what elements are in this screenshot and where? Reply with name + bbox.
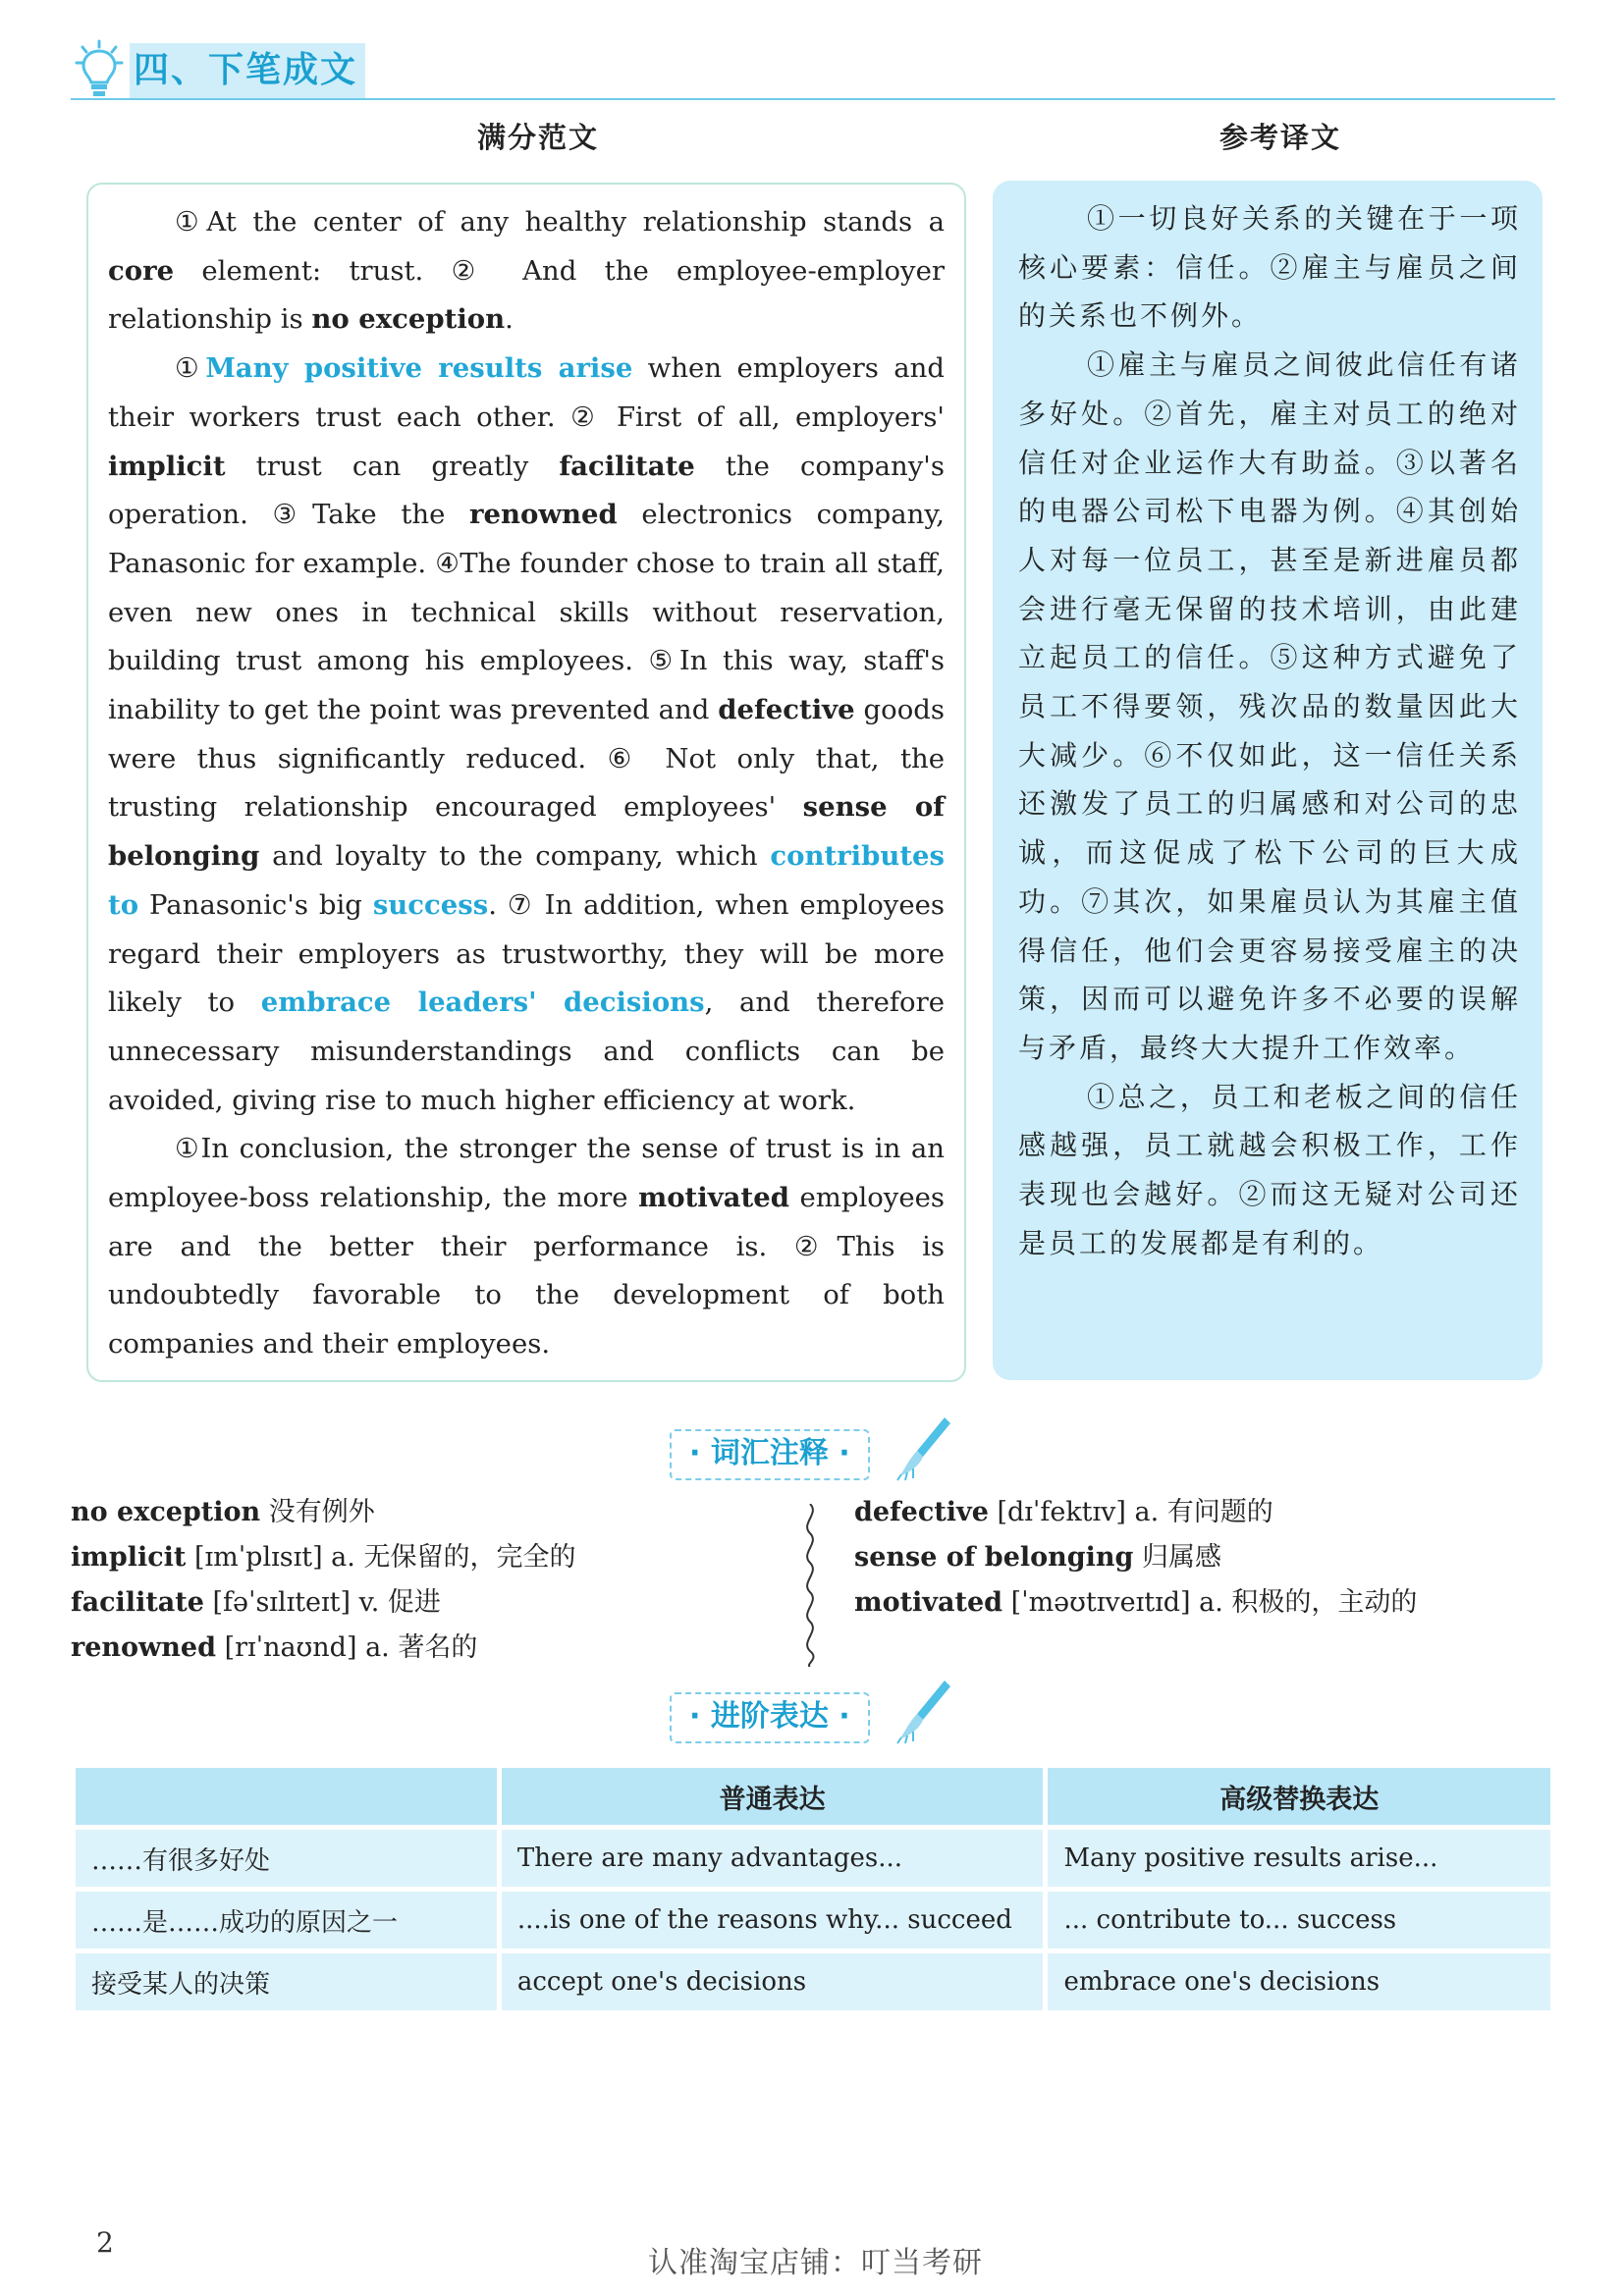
essay-text-run: electronics company, Panasonic for example. ④The founder chose to train all staff, even new ones in technical skills without reservation, building trust among his employees. ⑤In this way, staff's inability to get the point was prevented and: [108, 499, 945, 726]
vocab-definition: 归属感: [1133, 1542, 1222, 1573]
vocab-definition: [ɪmˈplɪsɪt] a. 无保留的，完全的: [186, 1542, 576, 1573]
translation-heading: 参考译文: [1219, 121, 1342, 154]
vocab-item: [854, 1580, 1417, 1626]
vocab-word: renowned: [71, 1632, 216, 1663]
translation-paragraph-3: ①总之，员工和老板之间的信任感越强，员工就越会积极工作，工作表现也会越好。②而这无疑对公司还是员工的发展都是有利的。: [1018, 1080, 1521, 1259]
wavy-divider: [795, 1504, 825, 1667]
essay-text-run: Panasonic's big: [138, 888, 373, 921]
vocab-word: motivated: [854, 1587, 1003, 1618]
translation-panel: [993, 181, 1543, 1380]
brush-icon: [895, 1414, 954, 1482]
keyword-core: core: [108, 254, 175, 287]
table-cell: ....is one of the reasons why... succeed: [502, 1892, 1044, 1949]
essay-text-run: employees are and the better their performance is. ②This is undoubtedly favorable to the development of both companies and their employees.: [108, 1182, 946, 1361]
vocab-definition: 没有例外: [260, 1497, 375, 1527]
table-cell: ……有很多好处: [76, 1830, 497, 1887]
essay-panel: [86, 183, 966, 1382]
vocab-word: defective: [854, 1497, 989, 1527]
vocab-word: no exception: [71, 1497, 261, 1527]
essay-text-run: trust can greatly: [225, 450, 560, 482]
vocab-item: [71, 1490, 575, 1535]
lightbulb-icon: [75, 39, 124, 100]
vocab-word: facilitate: [71, 1587, 204, 1618]
vocab-item: [854, 1490, 1417, 1535]
essay-paragraph-1: [108, 198, 945, 345]
vocab-item: [71, 1626, 575, 1671]
essay-text-run: . ⑦ In addition, when employees regard their employers as trustworthy, they will be more likely to: [108, 888, 945, 1019]
vocab-list-right: [854, 1490, 1417, 1626]
vocab-definition: [ˈməʊtɪveɪtɪd] a. 积极的，主动的: [1002, 1587, 1418, 1618]
table-row: [76, 1953, 1550, 2010]
table-cell: ……是……成功的原因之一: [76, 1892, 497, 1949]
translation-paragraph-1: ①一切良好关系的关键在于一项核心要素：信任。②雇主与雇员之间的关系也不例外。: [1018, 202, 1521, 333]
keyword-implicit: implicit: [108, 450, 226, 482]
table-cell: embrace one's decisions: [1048, 1953, 1550, 2010]
essay-text-run: when employers and their workers trust each other. ② First of all, employers': [108, 352, 946, 433]
highlight-many-positive-results: Many positive results arise: [205, 352, 633, 385]
essay-text-run: , and therefore unnecessary misunderstandings and conflicts can be avoided, giving rise to much higher efficiency at work.: [108, 987, 945, 1116]
essay-paragraph-2: [108, 345, 945, 1125]
essay-text-run: the company's operation. ③Take the: [108, 450, 945, 531]
table-row: [76, 1830, 1550, 1887]
table-header-cell: [76, 1768, 497, 1825]
essay-text-run: ①In conclusion, the stronger the sense of trust is in an employee-boss relationship, the more: [108, 1133, 945, 1214]
expressions-table: [71, 1763, 1555, 2015]
essay-text: [108, 198, 945, 1369]
footer-text: 认准淘宝店铺：叮当考研: [648, 2246, 983, 2280]
table-cell: ... contribute to... success: [1048, 1892, 1550, 1949]
keyword-defective: defective: [718, 694, 855, 726]
essay-heading: 满分范文: [477, 121, 600, 154]
essay-text-run: ①At the center of any healthy relationship stands a: [175, 206, 945, 238]
keyword-renowned: renowned: [469, 499, 618, 531]
vocab-definition: [rɪˈnaʊnd] a. 著名的: [215, 1632, 478, 1663]
table-header-cell: 普通表达: [502, 1768, 1044, 1825]
header-divider: [71, 98, 1555, 100]
vocab-item: [71, 1580, 575, 1626]
table-cell: Many positive results arise...: [1048, 1830, 1550, 1887]
keyword-motivated: motivated: [638, 1182, 789, 1214]
translation-paragraph-2: ①雇主与雇员之间彼此信任有诸多好处。②首先，雇主对员工的绝对信任对企业运作大有助益。③以著名的电器公司松下电器为例。④其创始人对每一位员工，甚至是新进雇员都会进行毫无保留的技术培训，由此建立起员工的信任。⑤这种方式避免了员工不得要领，残次品的数量因此大大减少。⑥不仅如此，这一信任关系还激发了员工的归属感和对公司的忠诚，而这促成了松下公司的巨大成功。⑦其次，如果雇员认为其雇主值得信任，他们会更容易接受雇主的决策，因而可以避免许多不必要的误解与矛盾，最终大大提升工作效率。: [1018, 348, 1521, 1064]
translation-text: [1018, 194, 1521, 1267]
vocab-list-left: [71, 1490, 575, 1671]
table-cell: 接受某人的决策: [76, 1953, 497, 2010]
essay-text-run: ①: [175, 352, 206, 385]
page-number: 2: [96, 2226, 114, 2259]
vocab-definition: [dɪˈfektɪv] a. 有问题的: [988, 1497, 1273, 1527]
keyword-no-exception: no exception: [311, 303, 506, 336]
highlight-embrace-decisions: embrace leaders' decisions: [260, 987, 705, 1019]
brush-icon: [895, 1677, 954, 1745]
essay-text-run: and loyalty to the company, which: [259, 840, 771, 873]
vocab-item: [71, 1535, 575, 1580]
essay-paragraph-3: [108, 1125, 945, 1369]
table-cell: accept one's decisions: [502, 1953, 1044, 2010]
table-header-row: [76, 1768, 1550, 1825]
essay-text-run: element: trust. ② And the employee-employer relationship is: [108, 254, 945, 336]
vocab-definition: [fəˈsɪlɪteɪt] v. 促进: [203, 1587, 441, 1618]
table-cell: There are many advantages...: [502, 1830, 1044, 1887]
keyword-sense-of-belonging: sense of belonging: [108, 791, 945, 873]
table-header-cell: 高级替换表达: [1048, 1768, 1550, 1825]
vocab-section-title: · 词汇注释 ·: [670, 1429, 870, 1480]
highlight-success: success: [372, 888, 489, 921]
vocab-item: [854, 1535, 1417, 1580]
essay-text-run: goods were thus significantly reduced. ⑥ Not only that, the trusting relationship encouraged employees': [108, 694, 945, 824]
table-row: [76, 1892, 1550, 1949]
vocab-word: implicit: [71, 1542, 187, 1573]
keyword-facilitate: facilitate: [559, 450, 695, 482]
vocab-word: sense of belonging: [854, 1542, 1134, 1573]
section-title: 四、下笔成文: [134, 50, 358, 90]
essay-text-run: .: [505, 303, 514, 336]
highlight-contributes-to: contributes to: [108, 840, 945, 921]
advanced-section-title: · 进阶表达 ·: [670, 1692, 870, 1743]
